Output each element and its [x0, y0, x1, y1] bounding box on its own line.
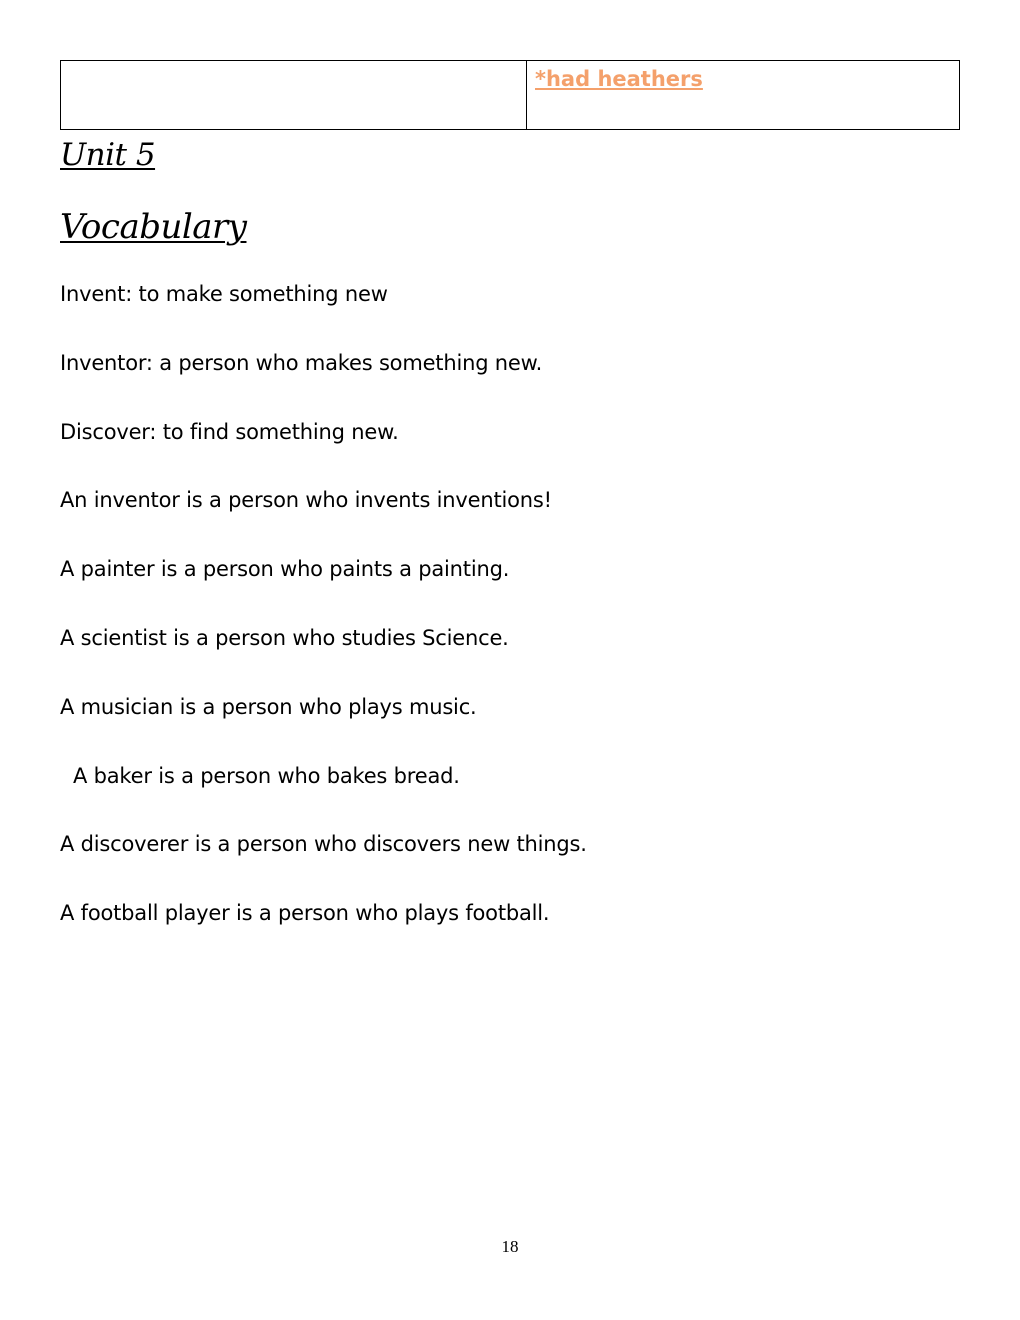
table-cell-left	[61, 61, 527, 130]
notes-table	[60, 60, 960, 130]
vocabulary-line: Inventor: a person who makes something new.	[60, 350, 543, 375]
vocabulary-line: A scientist is a person who studies Science.	[60, 625, 509, 650]
vocabulary-line: Invent: to make something new	[60, 282, 388, 306]
vocabulary-line: A painter is a person who paints a painting.	[60, 557, 510, 582]
vocabulary-line: Discover: to find something new.	[60, 419, 399, 444]
vocabulary-line: A discoverer is a person who discovers new things.	[60, 832, 587, 857]
had-heathers-note: *had heathers	[535, 67, 703, 91]
vocabulary-line: An inventor is a person who invents inventions!	[60, 488, 552, 513]
vocabulary-line: A football player is a person who plays football.	[60, 901, 550, 926]
vocabulary-line: A baker is a person who bakes bread.	[60, 763, 460, 788]
vocabulary-list	[60, 280, 960, 968]
vocabulary-line: A musician is a person who plays music.	[60, 694, 477, 719]
table-row	[61, 61, 960, 130]
unit-title: Unit 5	[60, 137, 156, 173]
section-title: Vocabulary	[60, 207, 247, 247]
page-number: 18	[501, 1237, 519, 1256]
table-cell-right	[527, 61, 960, 130]
